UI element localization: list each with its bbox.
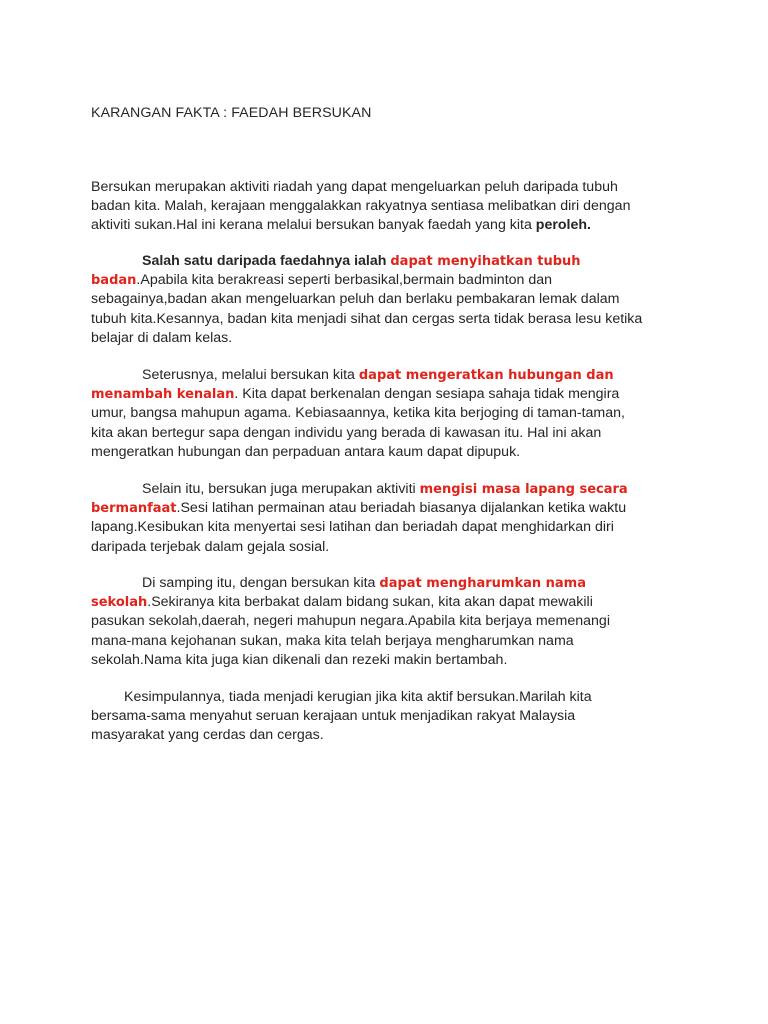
intro-line-1: Bersukan merupakan aktiviti riadah yang dapat mengeluarkan peluh daripada tubuh xyxy=(91,179,618,195)
p1-line-1: .Apabila kita berakreasi seperti berbasikal,bermain badminton dan xyxy=(136,272,553,289)
p3-highlight-a: mengisi masa lapang secara xyxy=(419,482,628,497)
p1-line-2: sebagainya,badan akan mengeluarkan peluh dan berlaku pembakaran lemak dalam xyxy=(91,291,620,308)
p2-lead: Seterusnya, melalui bersukan kita xyxy=(142,367,359,383)
paragraph-school xyxy=(91,574,691,670)
p1-line-3: tubuh kita.Kesannya, badan kita menjadi sihat dan cergas serta tidak berasa lesu ketika xyxy=(91,310,643,327)
p4-lead: Di samping itu, dengan bersukan kita xyxy=(142,575,380,591)
p4-line-3: mana-mana kejohanan sukan, maka kita telah berjaya mengharumkan nama xyxy=(91,632,574,649)
essay-title: KARANGAN FAKTA : FAEDAH BERSUKAN xyxy=(91,105,372,121)
p2-line-3: kita akan bertegur sapa dengan individu yang berada di kawasan itu. Hal ini akan xyxy=(91,424,602,441)
paragraph-conclusion xyxy=(91,688,691,746)
intro-bold-end: peroleh. xyxy=(535,217,591,234)
p4-line-1: .Sekiranya kita berbakat dalam bidang sukan, kita akan dapat mewakili xyxy=(147,594,593,611)
p3-highlight-b: bermanfaat xyxy=(91,501,177,517)
conclusion-line-1: Kesimpulannya, tiada menjadi kerugian jika kita aktif bersukan.Marilah kita xyxy=(124,689,592,705)
conclusion-line-2: bersama-sama menyahut seruan kerajaan untuk menjadikan rakyat Malaysia xyxy=(91,708,576,725)
p4-line-4: sekolah.Nama kita juga kian dikenali dan rezeki makin bertambah. xyxy=(91,651,508,668)
p3-line-2: lapang.Kesibukan kita menyertai sesi latihan dan beriadah dapat menghidarkan diri xyxy=(91,519,614,536)
p2-line-1: . Kita dapat berkenalan dengan sesiapa sahaja tidak mengira xyxy=(234,386,620,403)
p2-line-4: mengeratkan hubungan dan perpaduan antara kaum dapat dipupuk. xyxy=(91,443,521,460)
p1-highlight-b: badan xyxy=(91,273,137,289)
intro-line-2: badan kita. Malah, kerajaan menggalakkan rakyatnya sentiasa melibatkan diri dengan xyxy=(91,198,631,215)
p3-line-3: daripada terjebak dalam gejala sosial. xyxy=(91,538,330,555)
p2-highlight-b: menambah kenalan xyxy=(91,387,235,403)
paragraph-health xyxy=(91,252,691,348)
p3-lead: Selain itu, bersukan juga merupakan aktiviti xyxy=(142,481,420,497)
intro-line-3: aktiviti sukan.Hal ini kerana melalui bersukan banyak faedah yang kita xyxy=(91,217,536,234)
p4-line-2: pasukan sekolah,daerah, negeri mahupun negara.Apabila kita berjaya memenangi xyxy=(91,613,610,630)
paragraph-leisure xyxy=(91,480,691,557)
p4-highlight-a: dapat mengharumkan nama xyxy=(379,576,586,591)
p4-highlight-b: sekolah xyxy=(91,595,148,611)
p1-lead: Salah satu daripada faedahnya ialah xyxy=(142,253,391,269)
paragraph-relationship xyxy=(91,366,691,462)
intro-paragraph xyxy=(91,178,691,236)
p2-highlight-a: dapat mengeratkan hubungan dan xyxy=(358,368,614,383)
p1-line-4: belajar di dalam kelas. xyxy=(91,329,233,346)
conclusion-line-3: masyarakat yang cerdas dan cergas. xyxy=(91,727,324,744)
p1-highlight-a: dapat menyihatkan tubuh xyxy=(390,254,581,269)
p3-line-1: .Sesi latihan permainan atau beriadah biasanya dijalankan ketika waktu xyxy=(176,500,627,517)
p2-line-2: umur, bangsa mahupun agama. Kebiasaannya, ketika kita berjoging di taman-taman, xyxy=(91,405,625,422)
